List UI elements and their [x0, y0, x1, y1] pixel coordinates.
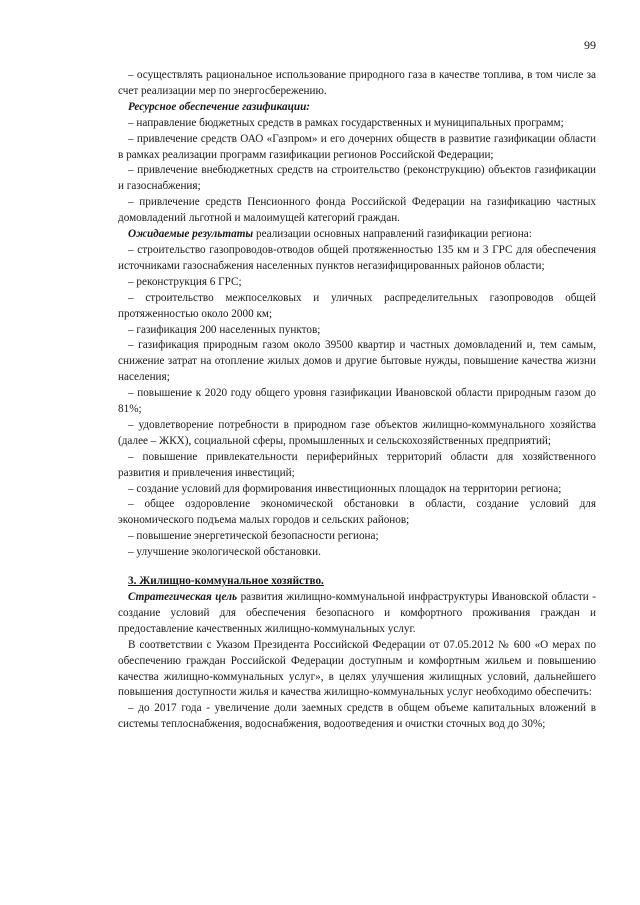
list-item: – повышение энергетической безопасности региона;	[128, 530, 379, 543]
expected-results-text: реализации основных направлений газификации региона:	[253, 228, 532, 241]
paragraph: – осуществлять рациональное использование природного газа в качестве топлива, в том числе за счет реализации мер по энергосбережению.	[118, 69, 596, 97]
paragraph: В соответствии с Указом Президента Российской Федерации от 07.05.2012 № 600 «О мерах по обеспечению граждан Российской Федерации доступным и комфортным жильем и повышению качества жилищно-коммунальных услуг», в целях улучшения жилищных условий, дальнейшего повышения доступности жилья и качества жилищно-коммунальных услуг необходимо обеспечить:	[118, 638, 596, 699]
list-item: – создание условий для формирования инвестиционных площадок на территории региона;	[128, 482, 562, 495]
list-item: – реконструкция 6 ГРС;	[128, 275, 242, 288]
list-item: – до 2017 года - увеличение доли заемных средств в общем объеме капитальных вложений в системы теплоснабжения, водоснабжения, водоотведения и очистки сточных вод до 30%;	[118, 702, 596, 731]
list-item: – повышение привлекательности периферийных территорий области для хозяйственного развития и привлечения инвестиций;	[118, 450, 596, 479]
document-body	[118, 68, 596, 733]
strategic-goal-lead: Стратегическая цель	[128, 591, 238, 603]
strategic-goal-text: развития жилищно-коммунальной инфраструктуры Ивановской области - создание условий для обеспечения безопасного и комфортного проживания граждан и предоставление качественных жилищно-коммунальных услуг.	[118, 591, 596, 635]
section-heading: Ресурсное обеспечение газификации:	[128, 100, 311, 113]
list-item: – направление бюджетных средств в рамках государственных и муниципальных программ;	[128, 116, 564, 129]
list-item: – строительство межпоселковых и уличных распределительных газопроводов общей протяженностью около 2000 км;	[118, 291, 596, 320]
section-title	[118, 574, 596, 590]
paragraph	[118, 227, 596, 243]
list-item: – газификация природным газом около 39500 квартир и частных домовладений и, тем самым, снижение затрат на отопление жилых домов и другие бытовые нужды, повышение качества жизни населения;	[118, 339, 596, 384]
list-item: – удовлетворение потребности в природном газе объектов жилищно-коммунального хозяйства (далее – ЖКХ), социальной сферы, промышленных и сельскохозяйственных предприятий;	[118, 418, 596, 447]
list-item: – привлечение внебюджетных средств на строительство (реконструкцию) объектов газификации и газоснабжения;	[118, 164, 596, 193]
list-item: – строительство газопроводов-отводов общей протяженностью 135 км и 3 ГРС для обеспечения источниками газоснабжения населенных пунктов негазифицированных районов области;	[118, 243, 596, 272]
list-item: – улучшение экологической обстановки.	[128, 546, 321, 559]
list-item: – привлечение средств Пенсионного фонда Российской Федерации на газификацию частных домовладений льготной и малоимущей категорий граждан.	[118, 196, 596, 225]
list-item: – привлечение средств ОАО «Газпром» и его дочерних обществ в развитие газификации области в рамках реализации программ газификации регионов Российской Федерации;	[118, 132, 596, 161]
list-item: – повышение к 2020 году общего уровня газификации Ивановской области природным газом до 81%;	[118, 387, 596, 416]
section-title-text: 3. Жилищно-коммунальное хозяйство.	[128, 575, 324, 588]
page-number: 99	[584, 38, 596, 52]
paragraph	[118, 590, 596, 638]
list-item: – газификация 200 населенных пунктов;	[128, 323, 321, 336]
expected-results-lead: Ожидаемые результаты	[128, 228, 254, 241]
list-item: – общее оздоровление экономической обстановки в области, создание условий для экономического подъема малых городов и сельских районов;	[118, 498, 596, 527]
